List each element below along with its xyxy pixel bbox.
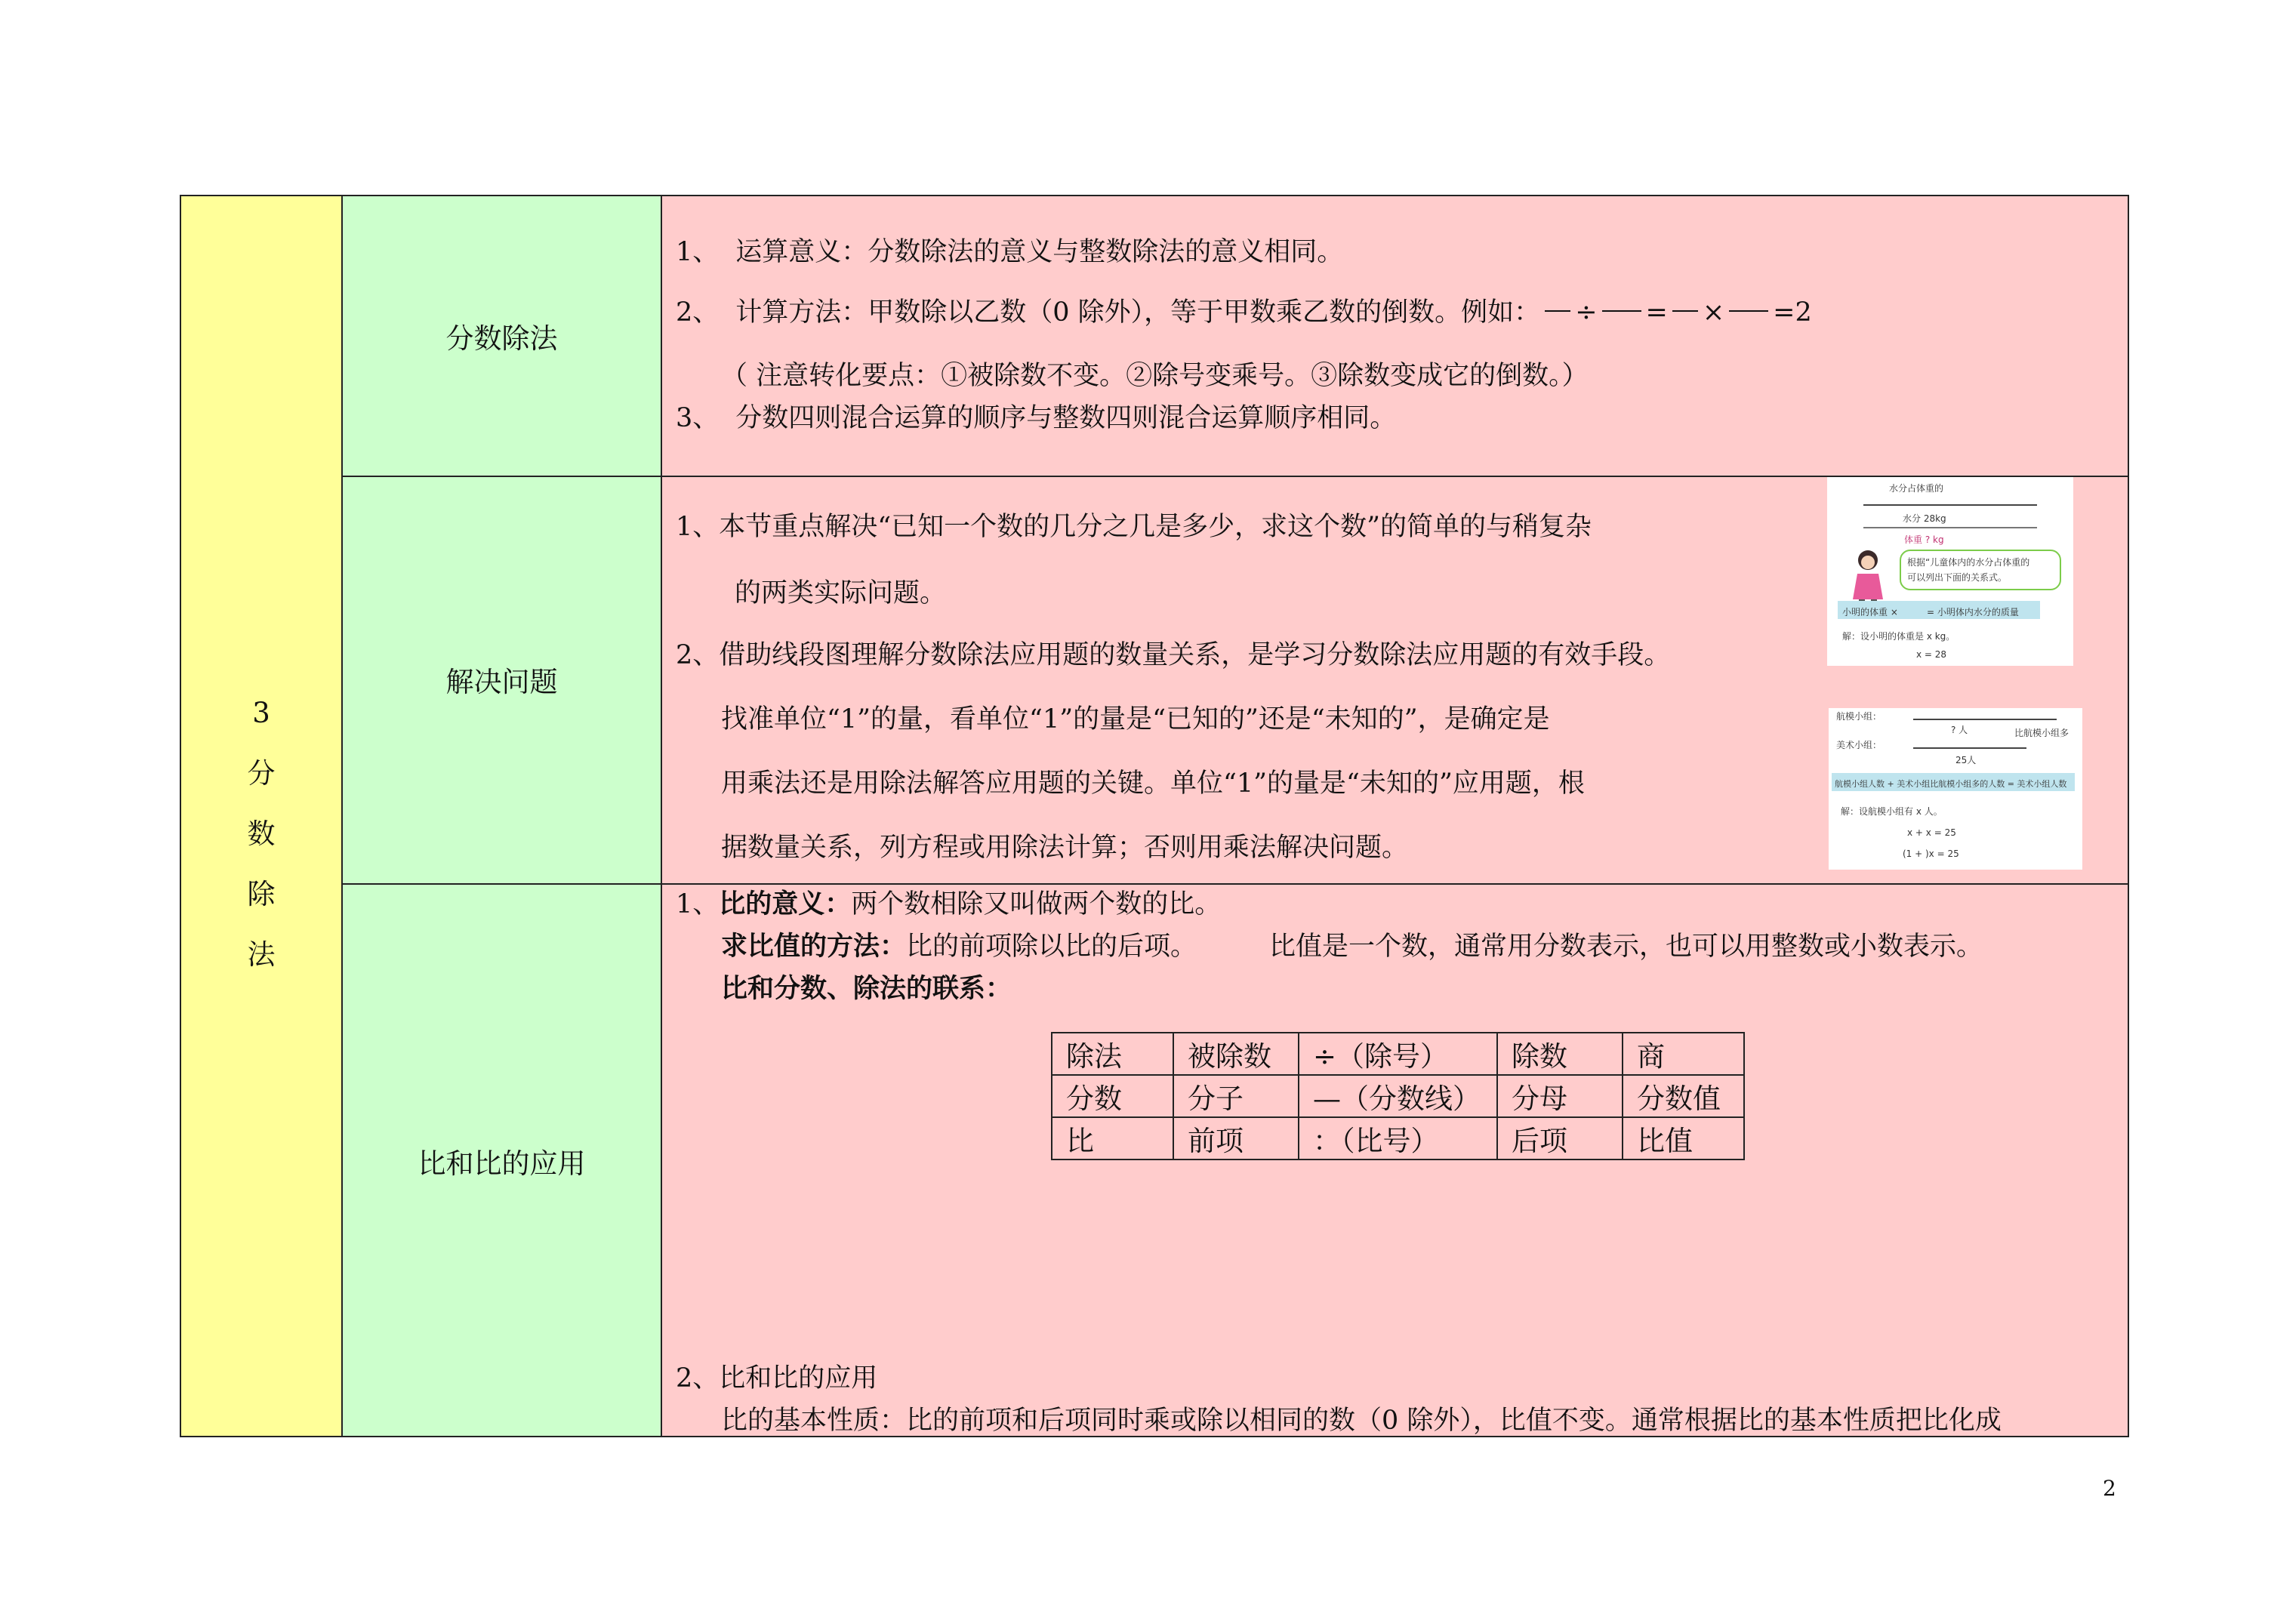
problems-line-4: 找准单位“1”的量，看单位“1”的量是“已知的”还是“未知的”，是确定是 bbox=[721, 704, 1550, 735]
page-number: 2 bbox=[2103, 1476, 2116, 1501]
table-cell: 被除数 bbox=[1173, 1033, 1299, 1075]
unit-title-char: 法 bbox=[247, 938, 276, 971]
table-cell: 商 bbox=[1623, 1033, 1744, 1075]
topic-problems: 解决问题 bbox=[445, 666, 558, 698]
table-cell: ：（比号） bbox=[1299, 1117, 1497, 1160]
topic-column bbox=[343, 196, 662, 1436]
fraction-blank bbox=[1672, 310, 1698, 312]
ratio-line-2: 求比值的方法：比的前项除以比的后项。 比值是一个数，通常用分数表示，也可以用整数或小数表示。 bbox=[721, 931, 1983, 962]
problems-line-6: 据数量关系，列方程或用除法计算；否则用乘法解决问题。 bbox=[721, 833, 1409, 863]
division-content bbox=[662, 196, 2128, 476]
table-row bbox=[1052, 1075, 1744, 1117]
table-cell: 分数值 bbox=[1623, 1075, 1744, 1117]
unit-number: 3 bbox=[252, 697, 270, 729]
table-cell: 比 bbox=[1052, 1117, 1173, 1160]
problems-line-5: 用乘法还是用除法解答应用题的关键。单位“1”的量是“未知的”应用题，根 bbox=[721, 768, 1585, 799]
knowledge-table bbox=[180, 195, 2129, 1437]
table-cell: 比值 bbox=[1623, 1117, 1744, 1160]
relation-table bbox=[1051, 1032, 1745, 1160]
table-cell: ÷（除号） bbox=[1299, 1033, 1497, 1075]
ratio-heading-2: 2、比和比的应用 bbox=[676, 1363, 878, 1394]
content-column bbox=[662, 196, 2128, 1436]
ratio-line-4: 比的基本性质：比的前项和后项同时乘或除以相同的数（0 除外），比值不变。通常根据比的基本性质把比化成 bbox=[721, 1406, 2002, 1436]
ratio-line-1: 1、比的意义：两个数相除又叫做两个数的比。 bbox=[676, 888, 1222, 919]
figure-line-segment-weight: 水分占体重的 水分 28kg 体重 ? kg 根据“儿童体内的水分占体重的 可以列出下面的关系式。 小明的体重 × = 小明体内水分的质量 解：设小明的体重是 x kg。 x = 28 bbox=[1827, 477, 2073, 666]
division-line-4: 3、 分数四则混合运算的顺序与整数四则混合运算顺序相同。 bbox=[676, 403, 1397, 433]
table-cell: 分母 bbox=[1497, 1075, 1623, 1117]
table-cell: 除法 bbox=[1052, 1033, 1173, 1075]
table-cell: —（分数线） bbox=[1299, 1075, 1497, 1117]
ratio-content bbox=[662, 883, 2128, 1439]
problems-line-1: 1、本节重点解决“已知一个数的几分之几是多少，求这个数”的简单的与稍复杂 bbox=[676, 512, 1592, 542]
topic-division: 分数除法 bbox=[445, 322, 558, 355]
table-row bbox=[1052, 1117, 1744, 1160]
row-divider bbox=[343, 476, 2128, 477]
figure-line-segment-groups: 航模小组： ? 人 美术小组： 比航模小组多 25人 航模小组人数 + 美术小组比航模小组多的人数 = 美术小组人数 解：设航模小组有 x 人。 x + x = 25 (1 + )x = 25 bbox=[1829, 708, 2082, 870]
unit-title-char: 除 bbox=[247, 878, 276, 910]
ratio-line-3: 比和分数、除法的联系： bbox=[721, 973, 1012, 1004]
topic-ratio: 比和比的应用 bbox=[418, 1147, 586, 1180]
table-row bbox=[1052, 1033, 1744, 1075]
fraction-blank bbox=[1729, 310, 1768, 312]
problems-content bbox=[662, 476, 2128, 883]
unit-column bbox=[181, 196, 343, 1436]
unit-title bbox=[181, 683, 341, 985]
fraction-blank bbox=[1602, 310, 1641, 312]
table-cell: 后项 bbox=[1497, 1117, 1623, 1160]
division-line-3: （ 注意转化要点：①被除数不变。②除号变乘号。③除数变成它的倒数。） bbox=[721, 361, 1589, 391]
unit-title-char: 数 bbox=[247, 818, 276, 850]
problems-line-2: 的两类实际问题。 bbox=[735, 578, 947, 608]
table-cell: 前项 bbox=[1173, 1117, 1299, 1160]
fraction-blank bbox=[1545, 310, 1570, 312]
division-line-1: 1、 运算意义：分数除法的意义与整数除法的意义相同。 bbox=[676, 237, 1344, 267]
unit-title-char: 分 bbox=[247, 757, 276, 790]
table-cell: 分子 bbox=[1173, 1075, 1299, 1117]
problems-line-3: 2、借助线段图理解分数除法应用题的数量关系，是学习分数除法应用题的有效手段。 bbox=[676, 640, 1671, 670]
division-line-2: 2、 计算方法：甲数除以乙数（0 除外），等于甲数乘乙数的倒数。例如： ÷ = × =2 bbox=[676, 297, 1812, 328]
table-cell: 分数 bbox=[1052, 1075, 1173, 1117]
table-cell: 除数 bbox=[1497, 1033, 1623, 1075]
row-divider bbox=[343, 883, 2128, 885]
